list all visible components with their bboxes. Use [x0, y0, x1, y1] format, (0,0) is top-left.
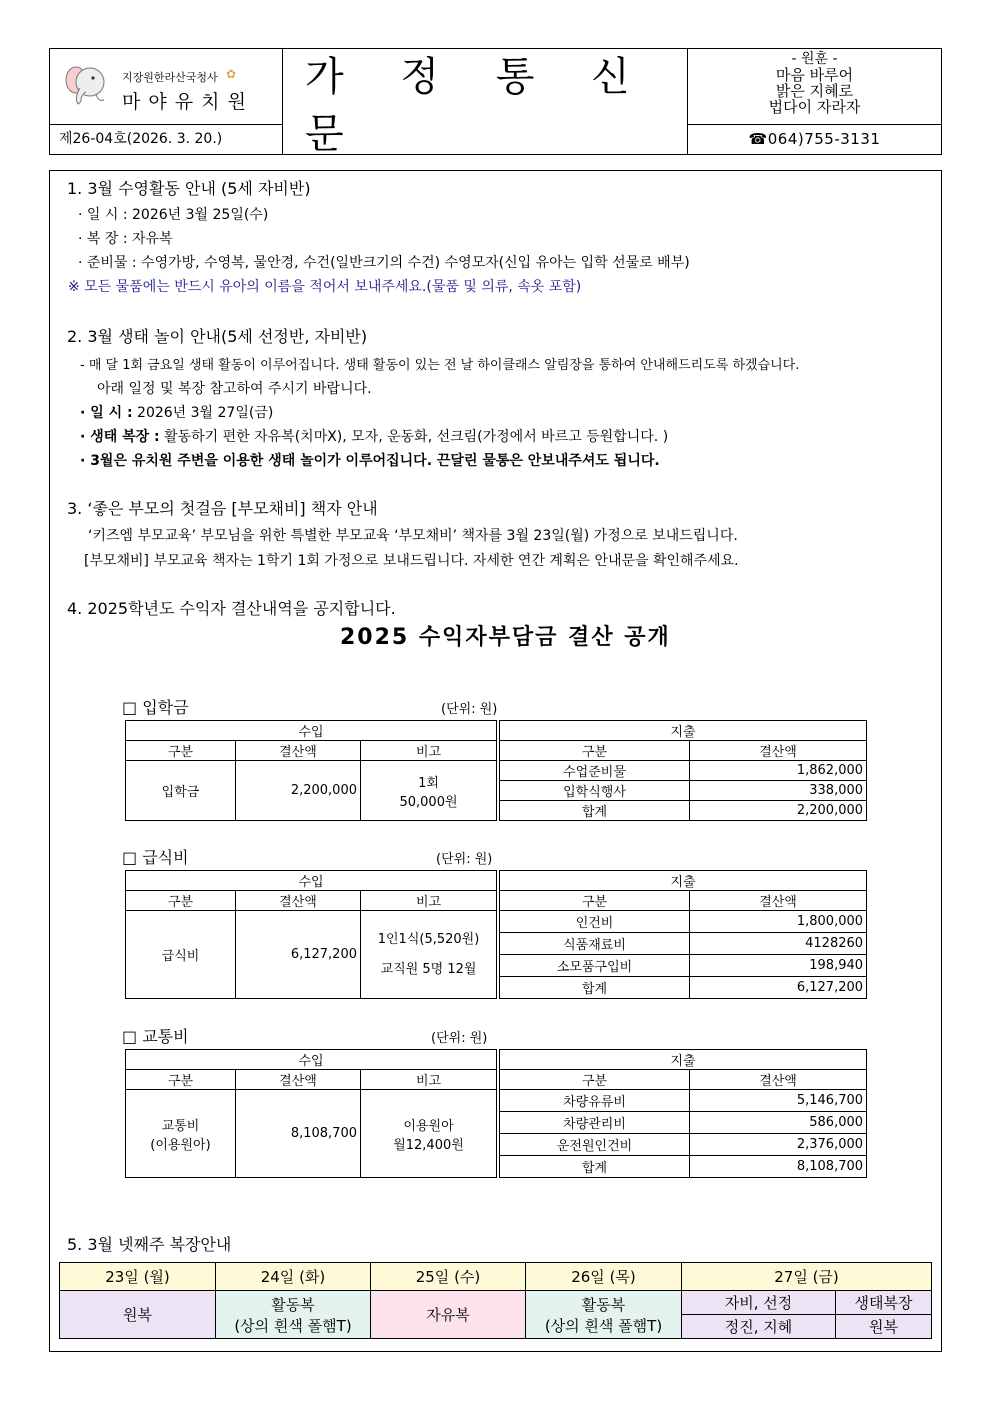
kindergarten-name: 마 야 유 치 원	[122, 91, 247, 113]
motto-line-3: 법다이 자라자	[768, 98, 861, 116]
section2-date: · 일 시 : 2026년 3월 27일(금)	[80, 405, 274, 421]
table1-expense-amount: 1,862,000	[690, 761, 867, 781]
table1-income-amount: 2,200,000	[236, 761, 361, 821]
table2-unit: (단위: 원)	[436, 852, 493, 867]
phone-number: ☎064)755-3131	[748, 130, 881, 148]
dress-tue: 활동복 (상의 흰색 폴햄T)	[216, 1291, 371, 1339]
table2-income-note: 1인1식(5,520원) 교직원 5명 12월	[361, 911, 497, 999]
meal-fee-table: 수입 지출 구분 결산액 비고 구분 결산액 급식비 6,127,200 1인1식(5,520원) 교직원 5명 12월 인건비 1,800,000 식품재료비 4128260 소모품구입비 198,940 합계 6,127,200	[125, 870, 867, 999]
fri-dress-1: 생태복장	[836, 1291, 932, 1315]
motto-line-1: 마음 바루어	[775, 66, 854, 84]
lotus-icon: ✿	[226, 67, 237, 81]
report-title: 2025 수익자부담금 결산 공개	[340, 625, 671, 650]
table1-title: □ 입학금	[122, 698, 189, 717]
weekly-dress-table	[59, 1262, 932, 1339]
motto-line-2: 밝은 지혜로	[775, 82, 854, 100]
section1-note: ※ 모든 물품에는 반드시 유아의 이름을 적어서 보내주세요.(물품 및 의류, 속옷 포함)	[68, 279, 582, 295]
motto-heading: - 원훈 -	[791, 51, 838, 67]
section1-items: · 준비물 : 수영가방, 수영복, 물안경, 수건(일반크기의 수건) 수영모자(신입 유아는 입학 선물로 배부)	[78, 255, 690, 271]
admission-fee-table: 수입 지출 구분 결산액 비고 구분 결산액 입학금 2,200,000 1회 50,000원 수업준비물 1,862,000 입학식행사 338,000 합계 2,200,000	[125, 720, 867, 821]
section2-dress: · 생태 복장 : 활동하기 편한 자유복(치마X), 모자, 운동화, 선크림(가정에서 바르고 등원합니다. )	[80, 429, 669, 445]
table1-expense-category: 수업준비물	[500, 761, 690, 781]
day-mon: 23일 (월)	[60, 1263, 216, 1291]
section2-note: · 3월은 유치원 주변을 이용한 생태 놀이가 이루어집니다. 끈달린 물통은 안보내주셔도 됩니다.	[80, 453, 660, 469]
kindergarten-logo-cell	[50, 49, 283, 125]
page-title: 가 정 통 신 문	[305, 53, 652, 157]
day-tue: 24일 (화)	[216, 1263, 371, 1291]
section4-heading: 4. 2025학년도 수익자 결산내역을 공지합니다.	[67, 599, 396, 618]
table3-unit: (단위: 원)	[431, 1031, 488, 1046]
section1-heading: 1. 3월 수영활동 안내 (5세 자비반)	[67, 179, 311, 198]
day-thu: 26일 (목)	[526, 1263, 682, 1291]
dress-mon: 원복	[60, 1291, 216, 1339]
transport-fee-table: 수입 지출 구분 결산액 비고 구분 결산액 교통비 (이용원아) 8,108,700 이용원아 월12,400원 차량유류비 5,146,700 차량관리비 586,000 운전원인건비 2,376,000 합계 8,108,700	[125, 1049, 867, 1178]
section2-heading: 2. 3월 생태 놀이 안내(5세 선정반, 자비반)	[67, 327, 368, 346]
fri-class-1: 자비, 선정	[682, 1291, 836, 1315]
section2-line1: - 매 달 1회 금요일 생태 활동이 이루어집니다. 생태 활동이 있는 전 날 하이클래스 알림장을 통하여 안내해드리도록 하겠습니다.	[80, 358, 800, 373]
table1-unit: (단위: 원)	[441, 702, 498, 717]
section5-heading: 5. 3월 넷째주 복장안내	[67, 1235, 232, 1254]
table2-title: □ 급식비	[122, 848, 189, 867]
table1-income-note: 1회 50,000원	[361, 761, 497, 821]
table2-income-category: 급식비	[126, 911, 236, 999]
dress-wed: 자유복	[371, 1291, 526, 1339]
dress-thu: 활동복 (상의 흰색 폴햄T)	[526, 1291, 682, 1339]
motto-cell	[688, 49, 941, 125]
table1-income-category: 입학금	[126, 761, 236, 821]
title-cell	[283, 49, 688, 157]
section1-date: · 일 시 : 2026년 3월 25일(수)	[78, 207, 269, 223]
section3-line1: ‘키즈엠 부모교육’ 부모님을 위한 특별한 부모교육 ‘부모채비’ 책자를 3월 23일(월) 가정으로 보내드립니다.	[88, 528, 738, 544]
fri-class-2: 정진, 지혜	[682, 1315, 836, 1339]
newsletter-header	[49, 48, 942, 155]
table3-title: □ 교통비	[122, 1027, 189, 1046]
day-fri: 27일 (금)	[682, 1263, 932, 1291]
table3-income-amount: 8,108,700	[236, 1090, 361, 1178]
section2-line2: 아래 일정 및 복장 참고하여 주시기 바랍니다.	[97, 381, 372, 397]
kindergarten-sub-name: 지장원한라산국청사	[122, 71, 218, 84]
table3-income-category: 교통비 (이용원아)	[126, 1090, 236, 1178]
table3-income-note: 이용원아 월12,400원	[361, 1090, 497, 1178]
section1-dress: · 복 장 : 자유복	[78, 231, 173, 247]
section3-heading: 3. ‘좋은 부모의 첫걸음 [부모채비] 책자 안내	[67, 499, 378, 518]
section3-line2: [부모채비] 부모교육 책자는 1학기 1회 가정으로 보내드립니다. 자세한 연간 계획은 안내문을 확인해주세요.	[84, 553, 739, 569]
fri-dress-2: 원복	[836, 1315, 932, 1339]
elephant-logo-icon	[62, 62, 110, 106]
day-wed: 25일 (수)	[371, 1263, 526, 1291]
table2-income-amount: 6,127,200	[236, 911, 361, 999]
issue-number: 제26-04호(2026. 3. 20.)	[50, 125, 283, 154]
